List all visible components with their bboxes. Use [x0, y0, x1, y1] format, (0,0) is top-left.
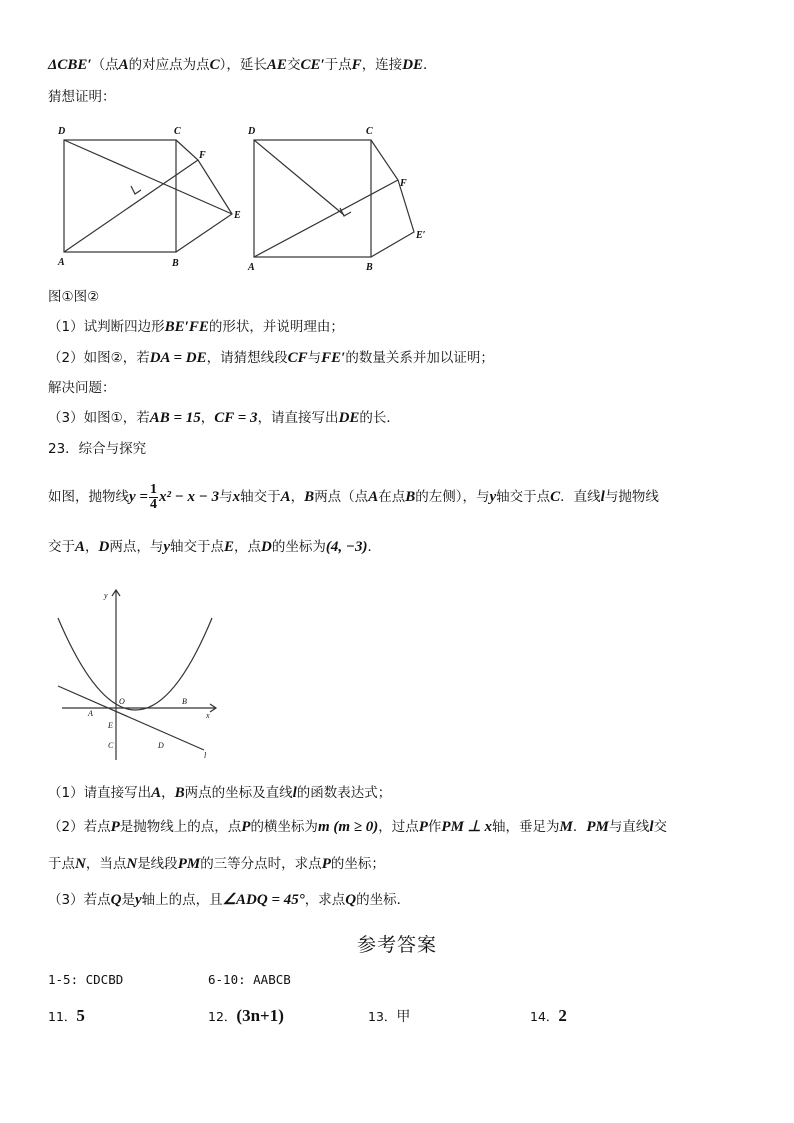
- math: ΔCBE′: [48, 57, 92, 73]
- math: E: [224, 539, 235, 555]
- text: 轴，垂足为: [492, 819, 560, 835]
- math: Q: [110, 892, 122, 908]
- vertex-label: E: [234, 210, 241, 221]
- text: ，: [200, 410, 215, 426]
- text: 与抛物线: [604, 489, 659, 505]
- text: 两点（点: [314, 489, 369, 505]
- math: P: [241, 819, 251, 835]
- text: ，点: [234, 539, 262, 555]
- guess-heading: 猜想证明：: [48, 89, 116, 105]
- text: 的坐标．: [356, 892, 411, 908]
- axis-label: x: [206, 711, 210, 720]
- vertex-label: F: [400, 178, 407, 189]
- math: Q: [345, 892, 357, 908]
- vertex-label: F: [199, 150, 206, 161]
- math: ∠ADQ = 45°: [222, 892, 305, 908]
- math: A: [151, 785, 162, 801]
- math: D: [98, 539, 110, 555]
- text: ．: [423, 57, 437, 73]
- answer-label: 13．: [368, 1009, 397, 1024]
- answer-value: 5: [76, 1006, 85, 1025]
- text: 交于: [48, 539, 75, 555]
- math: P: [321, 856, 331, 872]
- vertex-label: A: [58, 257, 65, 268]
- math: B: [405, 489, 416, 505]
- text: 在点: [378, 489, 406, 505]
- answer-item: [208, 1006, 284, 1026]
- line-label: l: [204, 751, 207, 760]
- answer-label: 11．: [48, 1009, 77, 1024]
- answer-label: 12．: [208, 1009, 237, 1024]
- math: D: [261, 539, 272, 555]
- math: y: [489, 489, 497, 505]
- math: PM: [586, 819, 609, 835]
- point-label: A: [88, 709, 93, 718]
- math: AE: [266, 57, 287, 73]
- point-label: O: [119, 697, 125, 706]
- math: AB = 15: [149, 410, 201, 426]
- text: 作: [427, 819, 442, 835]
- math: A: [280, 489, 291, 505]
- text: （3）若点: [48, 892, 111, 908]
- text: ．直线: [560, 489, 601, 505]
- text: 两点，与: [109, 539, 164, 555]
- math: C: [209, 57, 220, 73]
- point-label: C: [108, 741, 114, 750]
- text: （点: [91, 57, 119, 73]
- text: 的对应点为点: [128, 57, 210, 73]
- math: N: [126, 856, 138, 872]
- question-part-2-cont: [48, 855, 385, 873]
- text: 的长．: [359, 410, 400, 426]
- answer-label: 14．: [530, 1009, 559, 1024]
- question-part-3: [48, 891, 410, 909]
- text: 如图，抛物线: [48, 489, 129, 505]
- question-part-2: [48, 349, 494, 367]
- text: 的横坐标为: [250, 819, 318, 835]
- point-label: D: [158, 741, 164, 750]
- answer-value: (3n+1): [236, 1006, 284, 1025]
- text: 于点: [48, 856, 75, 872]
- text: 轴上的点，且: [141, 892, 223, 908]
- answer-value: 甲: [396, 1009, 411, 1025]
- math: DA = DE: [149, 350, 207, 366]
- text: 两点的坐标及直线: [184, 785, 293, 801]
- text: ，: [161, 785, 175, 801]
- math: y: [134, 892, 142, 908]
- text: （3）如图①，若: [48, 410, 150, 426]
- text: ，当点: [85, 856, 127, 872]
- answers-heading: 参考答案: [356, 934, 437, 956]
- text: ，请猜想线段: [206, 350, 288, 366]
- point-label: E: [108, 721, 113, 730]
- text: ，过点: [378, 819, 419, 835]
- text: 的左侧），与: [415, 489, 490, 505]
- text: 的三等分点时，求点: [200, 856, 322, 872]
- question-stem-2: [48, 538, 381, 556]
- question-part-1: [48, 784, 391, 802]
- math: P: [110, 819, 120, 835]
- answer-item: [368, 1006, 410, 1026]
- vertex-label: B: [366, 262, 373, 273]
- vertex-label: A: [248, 262, 255, 273]
- question-stem-1: [48, 482, 659, 512]
- math: CF = 3: [214, 410, 258, 426]
- square-figures: [48, 120, 448, 280]
- text: ，求点: [304, 892, 346, 908]
- text: 的坐标；: [330, 856, 385, 872]
- text: 轴交于点: [496, 489, 551, 505]
- text: 的坐标为: [271, 539, 326, 555]
- text: 与直线: [608, 819, 650, 835]
- text: 与: [307, 350, 322, 366]
- text: 是抛物线上的点，点: [119, 819, 242, 835]
- math: m (m ≥ 0): [317, 819, 379, 835]
- math: N: [75, 856, 86, 872]
- text: ，连接: [361, 57, 403, 73]
- answer-range: 1-5: CDCBD: [48, 972, 124, 987]
- text: 轴交于: [240, 489, 281, 505]
- text: 的数量关系并加以证明；: [345, 350, 494, 366]
- math: B: [304, 489, 315, 505]
- text: ．: [367, 539, 381, 555]
- math: (4, −3): [325, 539, 368, 555]
- text: 轴交于点: [170, 539, 225, 555]
- question-part-1: [48, 318, 344, 336]
- figure-caption: 图①图②: [48, 289, 100, 305]
- question-part-2: [48, 818, 667, 836]
- parabola-figure: [48, 580, 228, 770]
- fraction-numerator: 1: [149, 481, 157, 497]
- answer-item: [530, 1006, 567, 1026]
- point-label: B: [182, 697, 187, 706]
- text: 是线段: [137, 856, 178, 872]
- vertex-label: D: [58, 126, 66, 137]
- math: CE′: [300, 57, 325, 73]
- answer-range: 6-10: AABCB: [208, 972, 291, 987]
- math: DE: [402, 57, 424, 73]
- solve-heading: 解决问题：: [48, 380, 116, 396]
- math: B: [174, 785, 185, 801]
- math: P: [418, 819, 428, 835]
- math: x² − x − 3: [158, 489, 220, 505]
- text: ，: [85, 539, 99, 555]
- math: F: [351, 57, 362, 73]
- math: CF: [287, 350, 308, 366]
- fraction-denominator: 4: [149, 496, 157, 512]
- math: DE: [338, 410, 360, 426]
- math: l: [292, 785, 297, 801]
- vertex-label: B: [172, 258, 179, 269]
- math: y =: [129, 489, 148, 505]
- text: （2）如图②，若: [48, 350, 150, 366]
- text: 交: [653, 819, 668, 835]
- math: A: [368, 489, 379, 505]
- axis-label: y: [104, 591, 108, 600]
- text: ），延长: [219, 57, 267, 73]
- math: FE′: [321, 350, 346, 366]
- fraction: [149, 483, 158, 512]
- math: x: [232, 489, 241, 505]
- vertex-label: E′: [416, 230, 426, 241]
- intro-line: [48, 56, 437, 74]
- question-part-3: [48, 409, 400, 427]
- question-title: 23．综合与探究: [48, 441, 147, 457]
- math: PM: [177, 856, 201, 872]
- math: l: [600, 489, 605, 505]
- text: 交: [286, 57, 301, 73]
- text: ．: [572, 819, 587, 835]
- answer-item: [48, 1006, 85, 1026]
- text: ，: [290, 489, 305, 505]
- text: 的形状，并说明理由；: [208, 319, 344, 335]
- vertex-label: C: [366, 126, 373, 137]
- math: M: [559, 819, 573, 835]
- text: ，请直接写出: [257, 410, 339, 426]
- math: BE′FE: [164, 319, 209, 335]
- vertex-label: C: [174, 126, 181, 137]
- text: 与: [219, 489, 233, 505]
- text: 于点: [324, 57, 352, 73]
- math: l: [649, 819, 654, 835]
- text: 的函数表达式；: [296, 785, 392, 801]
- math: y: [163, 539, 171, 555]
- answer-value: 2: [558, 1006, 567, 1025]
- text: 是: [121, 892, 135, 908]
- text: （1）请直接写出: [48, 785, 152, 801]
- math: PM ⊥ x: [441, 819, 492, 835]
- math: A: [118, 57, 129, 73]
- text: （1）试判断四边形: [48, 319, 165, 335]
- math: A: [75, 539, 86, 555]
- vertex-label: D: [248, 126, 256, 137]
- text: （2）若点: [48, 819, 111, 835]
- math: C: [550, 489, 561, 505]
